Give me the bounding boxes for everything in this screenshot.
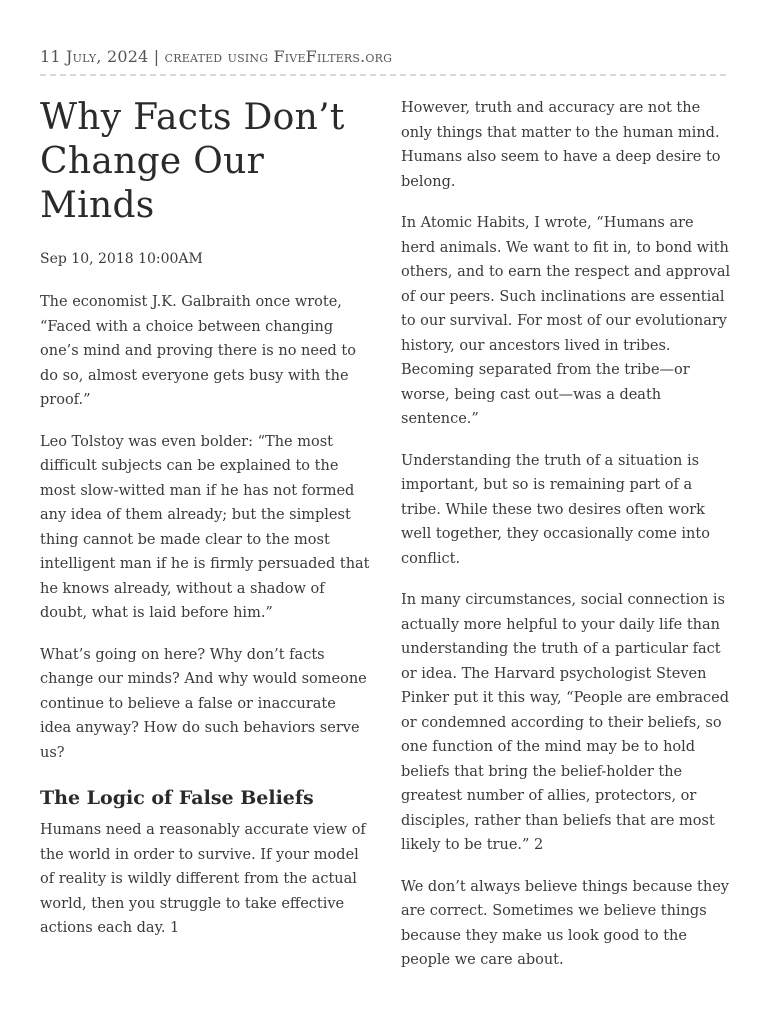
paragraph: Understanding the truth of a situation is important, but so is remaining part of a tribe. While these two desires often work well together, they occasionally come into conflict. [401, 452, 710, 567]
publish-date: Sep 10, 2018 10:00AM [40, 251, 203, 267]
header-date: 11 July, 2024 [40, 47, 149, 66]
paragraph: We don’t always believe things because they are correct. Sometimes we believe things because they make us look good to the people we care about. [401, 878, 729, 968]
paragraph: In many circumstances, social connection is actually more helpful to your daily life than understanding the truth of a particular fact or idea. The Harvard psychologist Steven Pinker put it this way, “People are embraced or condemned according to their beliefs, so one function of the mind may be to hold beliefs that bring the belief-holder the greatest number of allies, protectors, or disciples, rather than beliefs that are most likely to be true.” 2 [401, 592, 730, 853]
paragraph: However, truth and accuracy are not the only things that matter to the human mind. Humans also seem to have a deep desire to belong. [401, 100, 721, 190]
header-credit: created using FiveFilters.org [164, 47, 393, 66]
article-title: Why Facts Don’t Change Our Minds [40, 97, 345, 226]
right-column [401, 96, 731, 973]
header-line [40, 46, 726, 68]
paragraph: In Atomic Habits, I wrote, “Humans are herd animals. We want to fit in, to bond with others, and to earn the respect and approval of our peers. Such inclinations are essential to our survival. For most of our evolutionary history, our ancestors lived in tribes. Becoming separated from the tribe—or worse, being cast out—was a death sentence.” [401, 215, 731, 427]
paragraph: Leo Tolstoy was even bolder: “The most difficult subjects can be explained to the most slow-witted man if he has not formed any idea of them already; but the simplest thing cannot be made clear to the most intelligent man if he is firmly persuaded that he knows already, without a shadow of doubt, what is laid before him.” [40, 433, 370, 621]
header-separator: | [153, 47, 160, 66]
left-column [40, 96, 370, 941]
paragraph: What’s going on here? Why don’t facts change our minds? And why would someone continue to believe a false or inaccurate idea anyway? How do such behaviors serve us? [40, 646, 367, 761]
section-heading: The Logic of False Beliefs [40, 787, 314, 809]
paragraph: Humans need a reasonably accurate view of the world in order to survive. If your model of reality is wildly different from the actual world, then you struggle to take effective actions each day. 1 [40, 822, 366, 936]
paragraph: The economist J.K. Galbraith once wrote, “Faced with a choice between changing one’s mind and proving there is no need to do so, almost everyone gets busy with the proof.” [40, 294, 356, 408]
page-header [40, 46, 726, 76]
